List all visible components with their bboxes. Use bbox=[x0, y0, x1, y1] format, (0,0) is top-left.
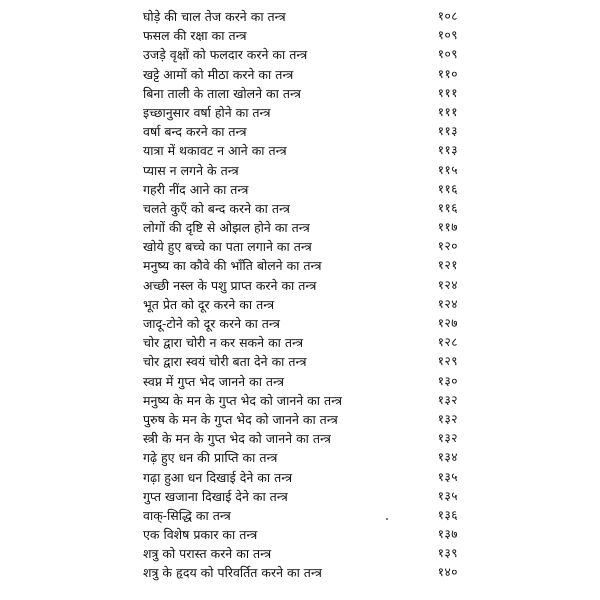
entry-title: मनुष्य के मन के गुप्त भेद को जानने का तन्त्र bbox=[143, 392, 343, 408]
entry-title: वर्षा बन्द करने का तन्त्र bbox=[143, 124, 247, 140]
entry-title: शत्रु को परास्त करने का तन्त्र bbox=[143, 546, 272, 562]
entry-page-number: १३७ bbox=[437, 527, 458, 542]
entry-title: खोये हुए बच्चे का पता लगाने का तन्त्र bbox=[143, 239, 312, 255]
entry-page-number: १३२ bbox=[437, 431, 458, 446]
entry-page-number: १२४ bbox=[437, 277, 458, 292]
entry-title: यात्रा में थकावट न आने का तन्त्र bbox=[143, 143, 287, 159]
entry-title: चोर द्वारा स्वयं चोरी बता देने का तन्त्र bbox=[143, 354, 307, 370]
entry-page-number: ११७ bbox=[437, 220, 458, 235]
entry-title: मनुष्य का कौवे की भाँति बोलने का तन्त्र bbox=[143, 258, 322, 274]
entry-page-number: १२९ bbox=[437, 354, 458, 369]
toc-entry bbox=[0, 65, 600, 84]
entry-title: खट्टे आमों को मीठा करने का तन्त्र bbox=[143, 66, 294, 82]
entry-page-number: १०८ bbox=[437, 9, 458, 23]
toc-entry bbox=[0, 448, 600, 467]
entry-page-number: १२१ bbox=[437, 258, 458, 273]
entry-title: गढ़े हुए धन की प्राप्ति का तन्त्र bbox=[143, 450, 278, 466]
entry-title: इच्छानुसार वर्षा होने का तन्त्र bbox=[143, 104, 271, 120]
entry-title: घोड़े की चाल तेज करने का तन्त्र bbox=[143, 9, 286, 24]
entry-page-number: १३२ bbox=[437, 411, 458, 426]
toc-entry bbox=[0, 84, 600, 103]
entry-page-number: १०९ bbox=[437, 28, 458, 43]
entry-title: भूत प्रेत को दूर करने का तन्त्र bbox=[143, 296, 275, 312]
entry-page-number: ११३ bbox=[437, 143, 458, 158]
toc-entry bbox=[0, 7, 600, 26]
scan-speck bbox=[386, 518, 388, 520]
toc-entry bbox=[0, 26, 600, 45]
entry-page-number: १३५ bbox=[437, 488, 458, 503]
entry-title: चोर द्वारा चोरी न कर सकने का तन्त्र bbox=[143, 335, 303, 351]
toc-entry bbox=[0, 161, 600, 180]
toc-entry bbox=[0, 314, 600, 333]
toc-entry bbox=[0, 410, 600, 429]
entry-title: वाक्-सिद्धि का तन्त्र bbox=[143, 507, 231, 523]
entry-page-number: १२७ bbox=[437, 316, 458, 330]
entry-page-number: १३० bbox=[437, 373, 458, 388]
entry-page-number: १२० bbox=[437, 239, 458, 254]
toc-entry bbox=[0, 141, 600, 160]
entry-title: एक विशेष प्रकार का तन्त्र bbox=[143, 527, 258, 543]
toc-entry bbox=[0, 468, 600, 487]
toc-entry bbox=[0, 487, 600, 506]
entry-page-number: १०९ bbox=[437, 47, 458, 62]
entry-title: चलते कुएँ को बन्द करने का तन्त्र bbox=[143, 200, 290, 216]
entry-title: स्त्री के मन के गुप्त भेद को जानने का तन्त्र bbox=[143, 431, 331, 447]
entry-page-number: १३९ bbox=[437, 546, 458, 561]
toc-entry bbox=[0, 180, 600, 199]
entry-title: जादू-टोने को दूर करने का तन्त्र bbox=[143, 316, 280, 331]
entry-title: शत्रु के हृदय को परिवर्तित करने का तन्त्र bbox=[143, 565, 322, 581]
entry-page-number: ११६ bbox=[437, 200, 458, 215]
entry-title: गहरी नींद आने का तन्त्र bbox=[143, 181, 249, 197]
toc-entry bbox=[0, 506, 600, 525]
toc-entry bbox=[0, 237, 600, 256]
entry-title: प्यास न लगने के तन्त्र bbox=[143, 162, 239, 178]
entry-title: उजड़े वृक्षों को फलदार करने का तन्त्र bbox=[143, 47, 308, 63]
entry-title: फसल की रक्षा का तन्त्र bbox=[143, 28, 247, 44]
toc-entry bbox=[0, 276, 600, 295]
entry-page-number: ११५ bbox=[437, 162, 458, 177]
entry-title: गढ़ा हुआ धन दिखाई देने का तन्त्र bbox=[143, 469, 293, 485]
entry-page-number: १४० bbox=[437, 565, 458, 580]
entry-page-number: १२८ bbox=[437, 335, 458, 350]
entry-title: अच्छी नस्ल के पशु प्राप्त करने का तन्त्र bbox=[143, 277, 317, 293]
entry-page-number: १३४ bbox=[437, 450, 458, 465]
entry-title: बिना ताली के ताला खोलने का तन्त्र bbox=[143, 85, 301, 101]
entry-title: पुरुष के मन के गुप्त भेद को जानने का तन्त्र bbox=[143, 411, 338, 427]
entry-title: लोगों की दृष्टि से ओझल होने का तन्त्र bbox=[143, 220, 310, 236]
entry-page-number: १३२ bbox=[437, 392, 458, 407]
table-of-contents bbox=[0, 7, 600, 583]
toc-entry bbox=[0, 295, 600, 314]
toc-entry bbox=[0, 256, 600, 275]
toc-entry bbox=[0, 103, 600, 122]
toc-entry bbox=[0, 333, 600, 352]
entry-title: गुप्त खजाना दिखाई देने का तन्त्र bbox=[143, 488, 288, 504]
toc-entry bbox=[0, 45, 600, 64]
entry-page-number: ११३ bbox=[437, 124, 458, 139]
entry-page-number: ११० bbox=[437, 66, 458, 81]
toc-entry bbox=[0, 352, 600, 371]
entry-page-number: १११ bbox=[437, 104, 458, 119]
toc-entry bbox=[0, 218, 600, 237]
toc-entry bbox=[0, 372, 600, 391]
toc-entry bbox=[0, 563, 600, 582]
entry-title: स्वप्न में गुप्त भेद जानने का तन्त्र bbox=[143, 373, 284, 389]
toc-entry bbox=[0, 122, 600, 141]
toc-entry bbox=[0, 525, 600, 544]
entry-page-number: १२४ bbox=[437, 296, 458, 311]
entry-page-number: १३५ bbox=[437, 469, 458, 484]
entry-page-number: १११ bbox=[437, 85, 458, 100]
toc-entry bbox=[0, 199, 600, 218]
entry-page-number: ११६ bbox=[437, 181, 458, 196]
toc-entry bbox=[0, 544, 600, 563]
toc-entry bbox=[0, 391, 600, 410]
entry-page-number: १३६ bbox=[437, 507, 458, 522]
toc-entry bbox=[0, 429, 600, 448]
